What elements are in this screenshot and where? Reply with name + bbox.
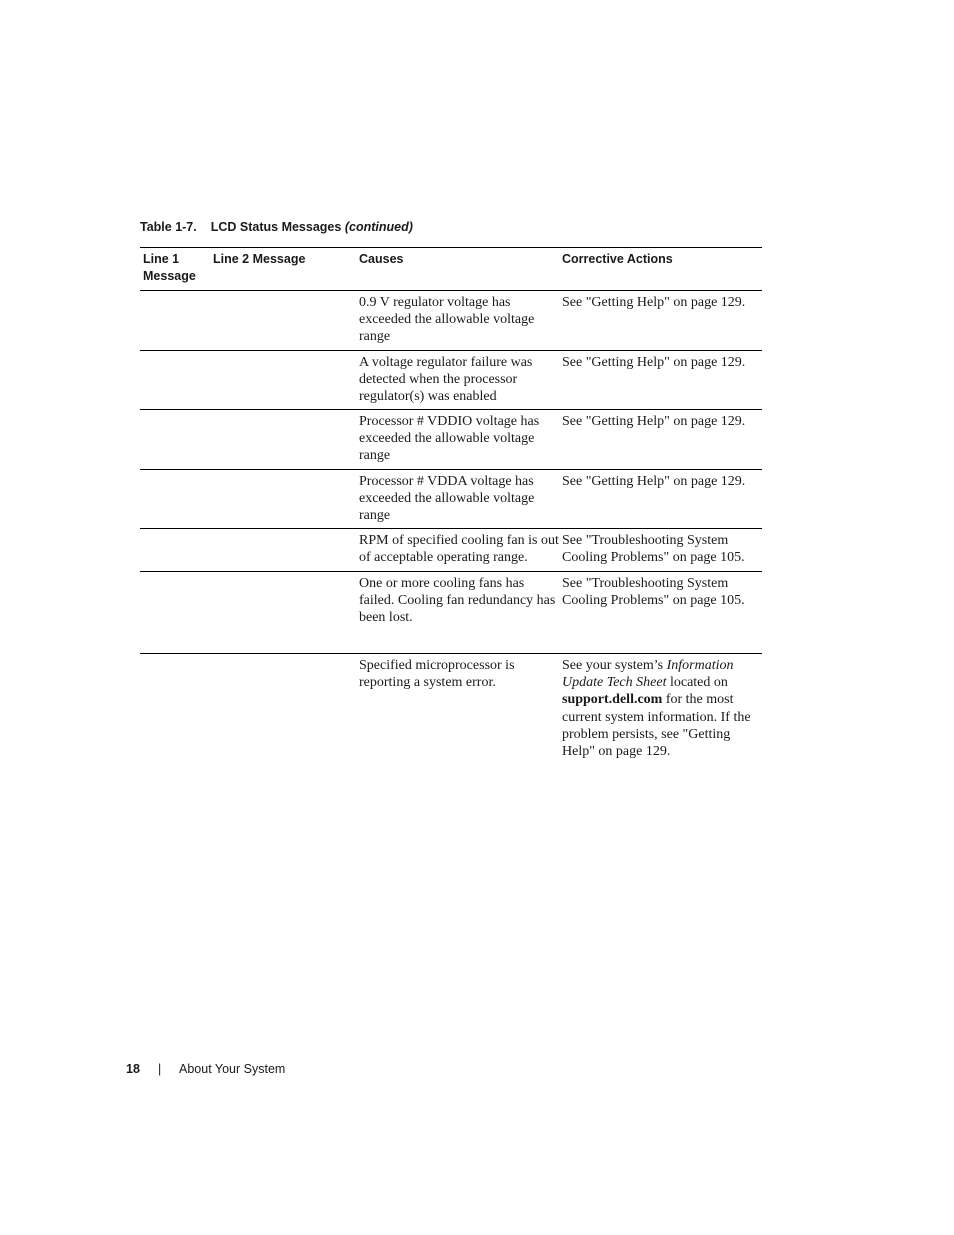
header-line2: Line 2 Message: [213, 252, 306, 266]
tech-sheet-title: Information Update Tech Sheet: [562, 658, 734, 691]
cause-cell: A voltage regulator failure was detected when the processor regulator(s) was enabled: [359, 355, 533, 405]
action-cell: See "Getting Help" on page 129.: [562, 355, 746, 370]
table-row: [140, 410, 762, 470]
table-caption: [140, 220, 413, 234]
table-header: [140, 248, 762, 291]
header-causes: Causes: [359, 252, 404, 266]
header-line1: Line 1 Message: [143, 252, 196, 283]
action-cell: See "Getting Help" on page 129.: [562, 414, 746, 429]
action-text: See your system’s: [562, 658, 667, 673]
table-title: LCD Status Messages: [210, 220, 342, 234]
table-row: [140, 654, 762, 769]
table-continued: (continued): [344, 220, 413, 234]
table-row: [140, 351, 762, 410]
section-title: About Your System: [179, 1062, 286, 1076]
action-cell: See "Troubleshooting System Cooling Problems" on page 105.: [562, 576, 745, 609]
table-number: Table 1-7.: [140, 220, 197, 234]
header-actions: Corrective Actions: [562, 252, 673, 266]
cause-cell: 0.9 V regulator voltage has exceeded the allowable voltage range: [359, 295, 535, 345]
action-text: for the most current system information. If the problem persists, see "Getting Help" on page 129.: [562, 692, 751, 760]
table-row: [140, 529, 762, 572]
cause-cell: One or more cooling fans has failed. Cooling fan redundancy has been lost.: [359, 576, 556, 626]
action-cell: See "Getting Help" on page 129.: [562, 474, 746, 489]
cause-cell: Processor # VDDA voltage has exceeded the allowable voltage range: [359, 474, 535, 524]
lcd-status-table: [140, 247, 762, 769]
action-cell: [562, 657, 762, 760]
table-row: [140, 572, 762, 654]
action-cell: See "Troubleshooting System Cooling Problems" on page 105.: [562, 533, 745, 566]
action-text: located on: [666, 675, 728, 691]
page-number: 18: [126, 1062, 140, 1076]
cause-cell: Processor # VDDIO voltage has exceeded the allowable voltage range: [359, 414, 540, 464]
table-row: [140, 291, 762, 351]
support-link[interactable]: support.dell.com: [562, 692, 663, 708]
cause-cell: RPM of specified cooling fan is out of acceptable operating range.: [359, 533, 559, 566]
action-cell: See "Getting Help" on page 129.: [562, 295, 746, 310]
footer-separator: |: [158, 1062, 162, 1076]
cause-cell: Specified microprocessor is reporting a system error.: [359, 658, 515, 691]
table-row: [140, 470, 762, 529]
